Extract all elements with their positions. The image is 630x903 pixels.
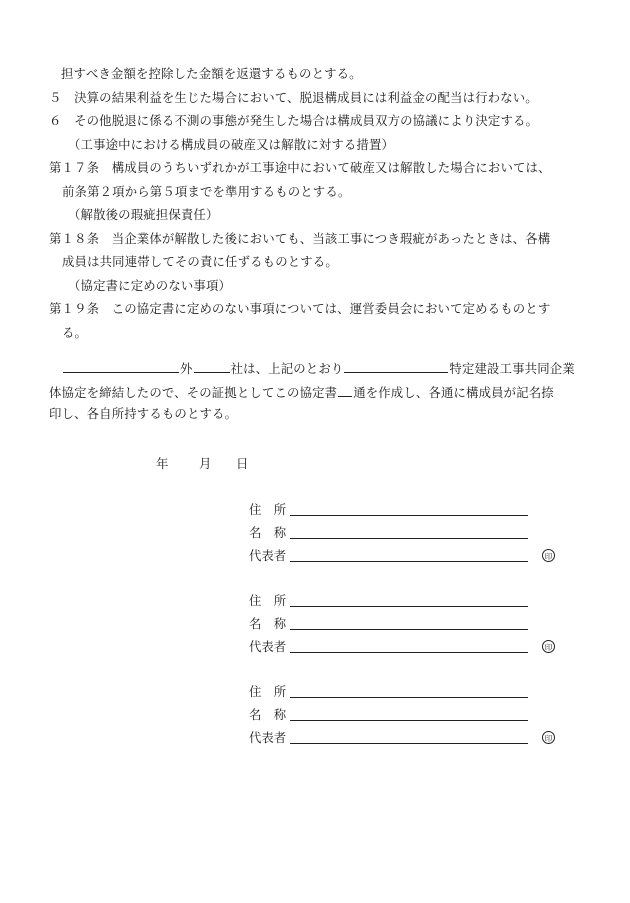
- body-line: 担すべき金額を控除した金額を返還するものとする。: [61, 66, 362, 81]
- representative-label: 代表者: [249, 730, 287, 745]
- address-label: 住 所: [249, 684, 287, 699]
- address-field[interactable]: [290, 606, 528, 607]
- article-17-line-2: 前条第２項から第５項までを準用するものとする。: [62, 184, 351, 199]
- name-label: 名 称: [249, 707, 287, 722]
- article-18-line-2: 成員は共同連帯してその責に任ずるものとする。: [62, 254, 338, 269]
- closing-line-2: [49, 383, 554, 401]
- article-18-heading: （解散後の瑕疵担保責任）: [68, 207, 219, 222]
- blank-field: [338, 383, 352, 397]
- representative-field[interactable]: [290, 561, 528, 562]
- name-field[interactable]: [290, 629, 528, 630]
- blank-field: [344, 359, 448, 373]
- blank-field: [194, 359, 230, 373]
- representative-label: 代表者: [249, 548, 287, 563]
- closing-line-3: 印し、各自所持するものとする。: [49, 406, 238, 421]
- name-field[interactable]: [290, 538, 528, 539]
- article-18-line-1: 第１８条 当企業体が解散した後においても、当該工事につき瑕疵があったときは、各構: [49, 231, 551, 246]
- name-label: 名 称: [249, 616, 287, 631]
- article-19-line-2: る。: [62, 325, 88, 340]
- closing-text: 外: [180, 361, 193, 376]
- article-17-heading: （工事途中における構成員の破産又は解散に対する措置）: [68, 137, 395, 152]
- address-field[interactable]: [290, 515, 528, 516]
- address-field[interactable]: [290, 697, 528, 698]
- name-field[interactable]: [290, 720, 528, 721]
- article-17-line-1: 第１７条 構成員のうちいずれかが工事途中において破産又は解散した場合においては、: [49, 160, 551, 175]
- closing-text: 社は、上記のとおり: [230, 361, 344, 376]
- clause-5: ５ 決算の結果利益を生じた場合において、脱退構成員には利益金の配当は行わない。: [49, 90, 538, 105]
- date-month: 月: [199, 456, 212, 471]
- address-label: 住 所: [249, 502, 287, 517]
- closing-text: 体協定を締結したので、その証拠としてこの協定書: [49, 385, 338, 400]
- closing-text: 通を作成し、各通に構成員が記名捺: [353, 385, 554, 400]
- seal-mark: 印: [542, 549, 555, 562]
- name-label: 名 称: [249, 525, 287, 540]
- article-19-heading: （協定書に定めのない事項）: [68, 278, 232, 293]
- closing-line-1: [62, 359, 575, 377]
- representative-field[interactable]: [290, 743, 528, 744]
- blank-field: [63, 359, 179, 373]
- closing-text: 特定建設工事共同企業: [449, 361, 575, 376]
- seal-mark: 印: [542, 640, 555, 653]
- clause-6: ６ その他脱退に係る不測の事態が発生した場合は構成員双方の協議により決定する。: [49, 113, 539, 128]
- date-day: 日: [236, 456, 249, 471]
- representative-label: 代表者: [249, 639, 287, 654]
- seal-mark: 印: [542, 731, 555, 744]
- article-19-line-1: 第１９条 この協定書に定めのない事項については、運営委員会において定めるものとす: [49, 301, 551, 316]
- address-label: 住 所: [249, 593, 287, 608]
- representative-field[interactable]: [290, 652, 528, 653]
- date-year: 年: [156, 456, 169, 471]
